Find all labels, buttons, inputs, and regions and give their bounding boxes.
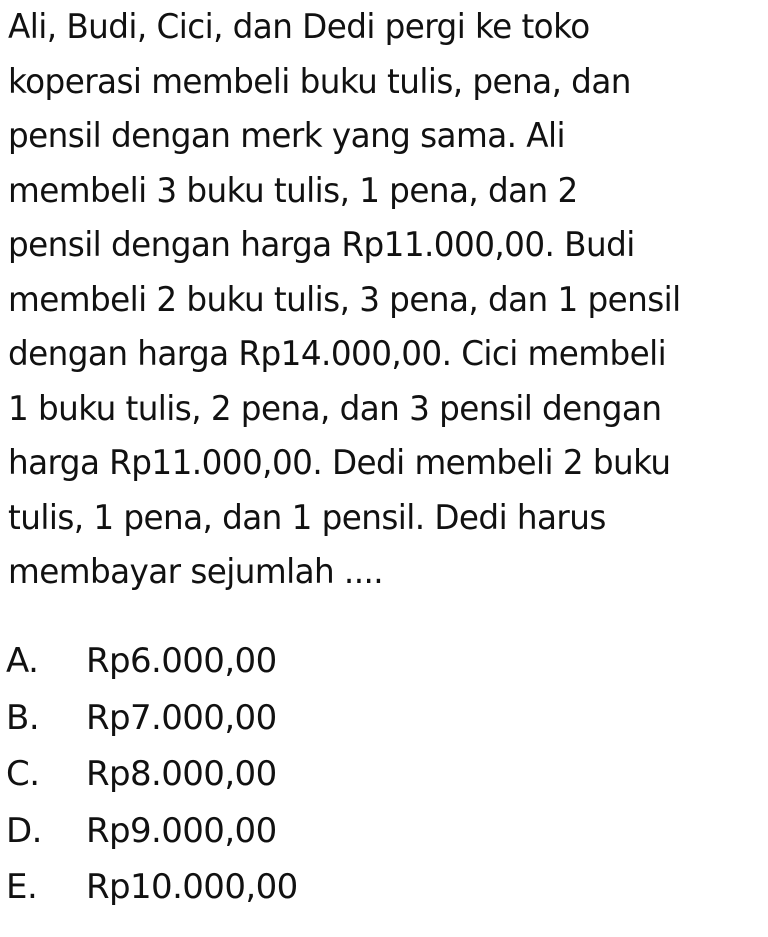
question-line: membeli 2 buku tulis, 3 pena, dan 1 pensil [8, 279, 681, 320]
question-line: tulis, 1 pena, dan 1 pensil. Dedi harus [8, 497, 606, 538]
question-text [8, 0, 764, 600]
question-line: membayar sejumlah .... [8, 552, 384, 592]
question-line: koperasi membeli buku tulis, pena, dan [8, 61, 631, 102]
option-c[interactable] [6, 746, 746, 803]
question-line: dengan harga Rp14.000,00. Cici membeli [8, 334, 667, 374]
option-letter: C. [6, 754, 40, 794]
question-line: Ali, Budi, Cici, dan Dedi pergi ke toko [8, 7, 590, 47]
option-text: Rp6.000,00 [86, 641, 277, 681]
question-line: harga Rp11.000,00. Dedi membeli 2 buku [8, 443, 671, 483]
option-b[interactable] [6, 690, 746, 747]
question-line: membeli 3 buku tulis, 1 pena, dan 2 [8, 170, 578, 211]
option-letter: B. [6, 697, 40, 738]
option-text: Rp10.000,00 [86, 867, 298, 907]
option-letter: A. [6, 641, 39, 681]
option-d[interactable] [6, 803, 746, 860]
question-line: pensil dengan harga Rp11.000,00. Budi [8, 225, 635, 265]
option-a[interactable] [6, 633, 746, 690]
question-line: pensil dengan merk yang sama. Ali [8, 116, 565, 156]
option-text: Rp9.000,00 [86, 810, 277, 851]
question-line: 1 buku tulis, 2 pena, dan 3 pensil dengan [8, 388, 662, 429]
option-text: Rp8.000,00 [86, 754, 277, 794]
option-e[interactable] [6, 859, 746, 916]
option-text: Rp7.000,00 [86, 697, 277, 738]
option-letter: D. [6, 810, 42, 851]
answer-options [6, 633, 746, 916]
option-letter: E. [6, 867, 38, 907]
